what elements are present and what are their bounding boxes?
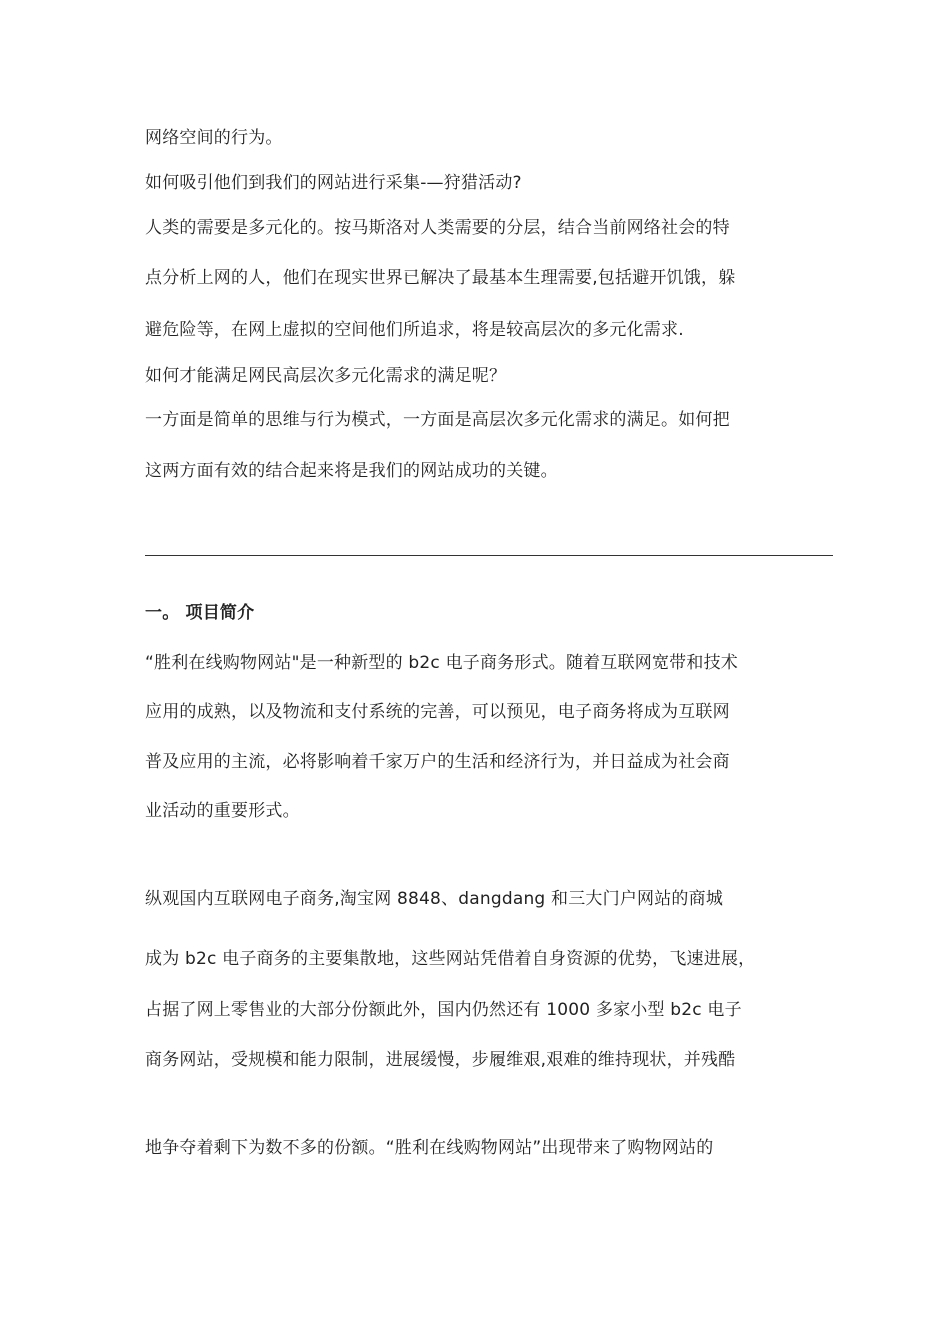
section-line-6: 成为 b2c 电子商务的主要集散地，这些网站凭借着自身资源的优势，飞速进展，: [145, 949, 756, 969]
intro-line-4: 点分析上网的人，他们在现实世界已解决了最基本生理需要,包括避开饥饿，躲: [145, 268, 736, 288]
intro-line-7: 一方面是简单的思维与行为模式，一方面是高层次多元化需求的满足。如何把: [145, 410, 730, 430]
intro-line-5: 避危险等，在网上虚拟的空间他们所追求，将是较高层次的多元化需求.: [145, 320, 684, 340]
section-line-3: 普及应用的主流，必将影响着千家万户的生活和经济行为，并日益成为社会商: [145, 752, 730, 772]
intro-line-6: 如何才能满足网民高层次多元化需求的满足呢？: [145, 366, 507, 386]
intro-line-1: 网络空间的行为。: [145, 128, 283, 148]
horizontal-divider: [145, 555, 833, 556]
section-line-2: 应用的成熟，以及物流和支付系统的完善，可以预见，电子商务将成为互联网: [145, 702, 730, 722]
section-line-4: 业活动的重要形式。: [145, 801, 300, 821]
section-line-1: “胜利在线购物网站"是一种新型的 b2c 电子商务形式。随着互联网宽带和技术: [145, 653, 738, 673]
intro-line-8: 这两方面有效的结合起来将是我们的网站成功的关键。: [145, 461, 558, 481]
section-line-9: 地争夺着剩下为数不多的份额。“胜利在线购物网站”出现带来了购物网站的: [145, 1138, 714, 1158]
section-line-5: 纵观国内互联网电子商务,淘宝网 8848、dangdang 和三大门户网站的商城: [145, 889, 724, 909]
intro-line-2: 如何吸引他们到我们的网站进行采集-—狩猎活动?: [145, 173, 522, 193]
intro-line-3: 人类的需要是多元化的。按马斯洛对人类需要的分层，结合当前网络社会的特: [145, 218, 730, 238]
section-line-7: 占据了网上零售业的大部分份额此外，国内仍然还有 1000 多家小型 b2c 电子: [145, 1000, 742, 1020]
section-line-8: 商务网站，受规模和能力限制，进展缓慢，步履维艰,艰难的维持现状，并残酷: [145, 1050, 736, 1070]
section-heading: 一。 项目简介: [145, 603, 255, 623]
